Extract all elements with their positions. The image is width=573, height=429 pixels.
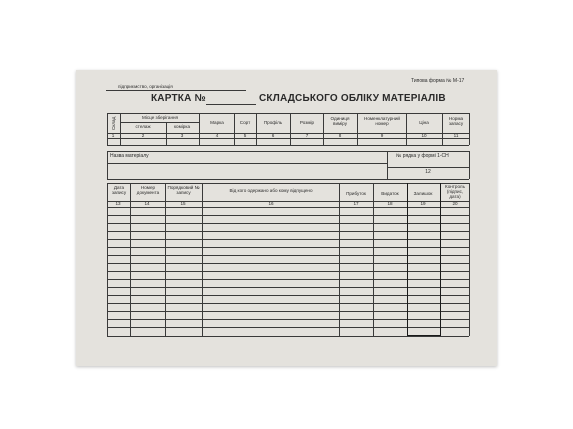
nomenklatura-header: Номенклатурний номер: [364, 116, 400, 126]
tsina-header: Ціна: [419, 120, 429, 125]
material-name-label: Назва матеріалу: [110, 153, 149, 159]
card-number-title: КАРТКА №: [151, 93, 206, 104]
col-num-1: 1: [111, 133, 115, 138]
col-num-13: 13: [115, 201, 121, 206]
col-num-5: 5: [243, 133, 247, 138]
sklad-header: Склад: [111, 116, 116, 130]
col-num-16: 16: [268, 201, 274, 206]
col-num-18: 18: [387, 201, 393, 206]
col-num-11: 11: [453, 133, 459, 138]
profil-header: Профіль: [263, 120, 283, 125]
col-num-19: 19: [420, 201, 426, 206]
komirka-header: комірка: [173, 124, 191, 129]
date-header: Дата запису: [111, 185, 127, 195]
col-num-15: 15: [180, 201, 186, 206]
from-to-header: Від кого одержано або кому відпущено: [229, 188, 313, 193]
doc-num-header: Номер документа: [136, 185, 160, 195]
norma-header: Норма запасу: [448, 116, 464, 126]
form-type-label: Типова форма № М-17: [411, 78, 465, 84]
card-title: СКЛАДСЬКОГО ОБЛІКУ МАТЕРІАЛІВ: [259, 93, 446, 104]
zalyshok-header: Залишок: [413, 191, 433, 196]
col-num-8: 8: [338, 133, 342, 138]
order-num-header: Порядковий № запису: [167, 185, 200, 195]
col-num-7: 7: [305, 133, 309, 138]
storage-place-header: Місце зберігання: [141, 115, 179, 120]
sort-header: Сорт: [239, 120, 251, 125]
col-num-17: 17: [353, 201, 359, 206]
col-num-4: 4: [215, 133, 219, 138]
stelazh-header: стелаж: [135, 124, 151, 129]
col-num-6: 6: [271, 133, 275, 138]
organization-line: [106, 90, 246, 91]
organization-label: підприємство, організація: [118, 84, 173, 89]
card-number-line: [206, 104, 256, 105]
col-num-3: 3: [180, 133, 184, 138]
col-num-20: 20: [452, 201, 458, 206]
prybutok-header: Прибуток: [346, 191, 366, 196]
material-stock-card-form: [76, 70, 497, 366]
row-number-value: 12: [425, 169, 431, 175]
col-num-9: 9: [380, 133, 384, 138]
col-num-10: 10: [421, 133, 427, 138]
col-num-14: 14: [144, 201, 150, 206]
col-num-2: 2: [141, 133, 145, 138]
unit-header: Одиниця виміру: [330, 116, 350, 126]
material-name-underline: [107, 163, 387, 164]
rozmir-header: Розмір: [299, 120, 315, 125]
marka-header: Марка: [210, 120, 224, 125]
row-number-label: № рядка у формі 1-СН: [396, 153, 449, 159]
control-header: Контроль (підпис, дата): [445, 184, 465, 199]
vydatok-header: Видаток: [381, 191, 399, 196]
